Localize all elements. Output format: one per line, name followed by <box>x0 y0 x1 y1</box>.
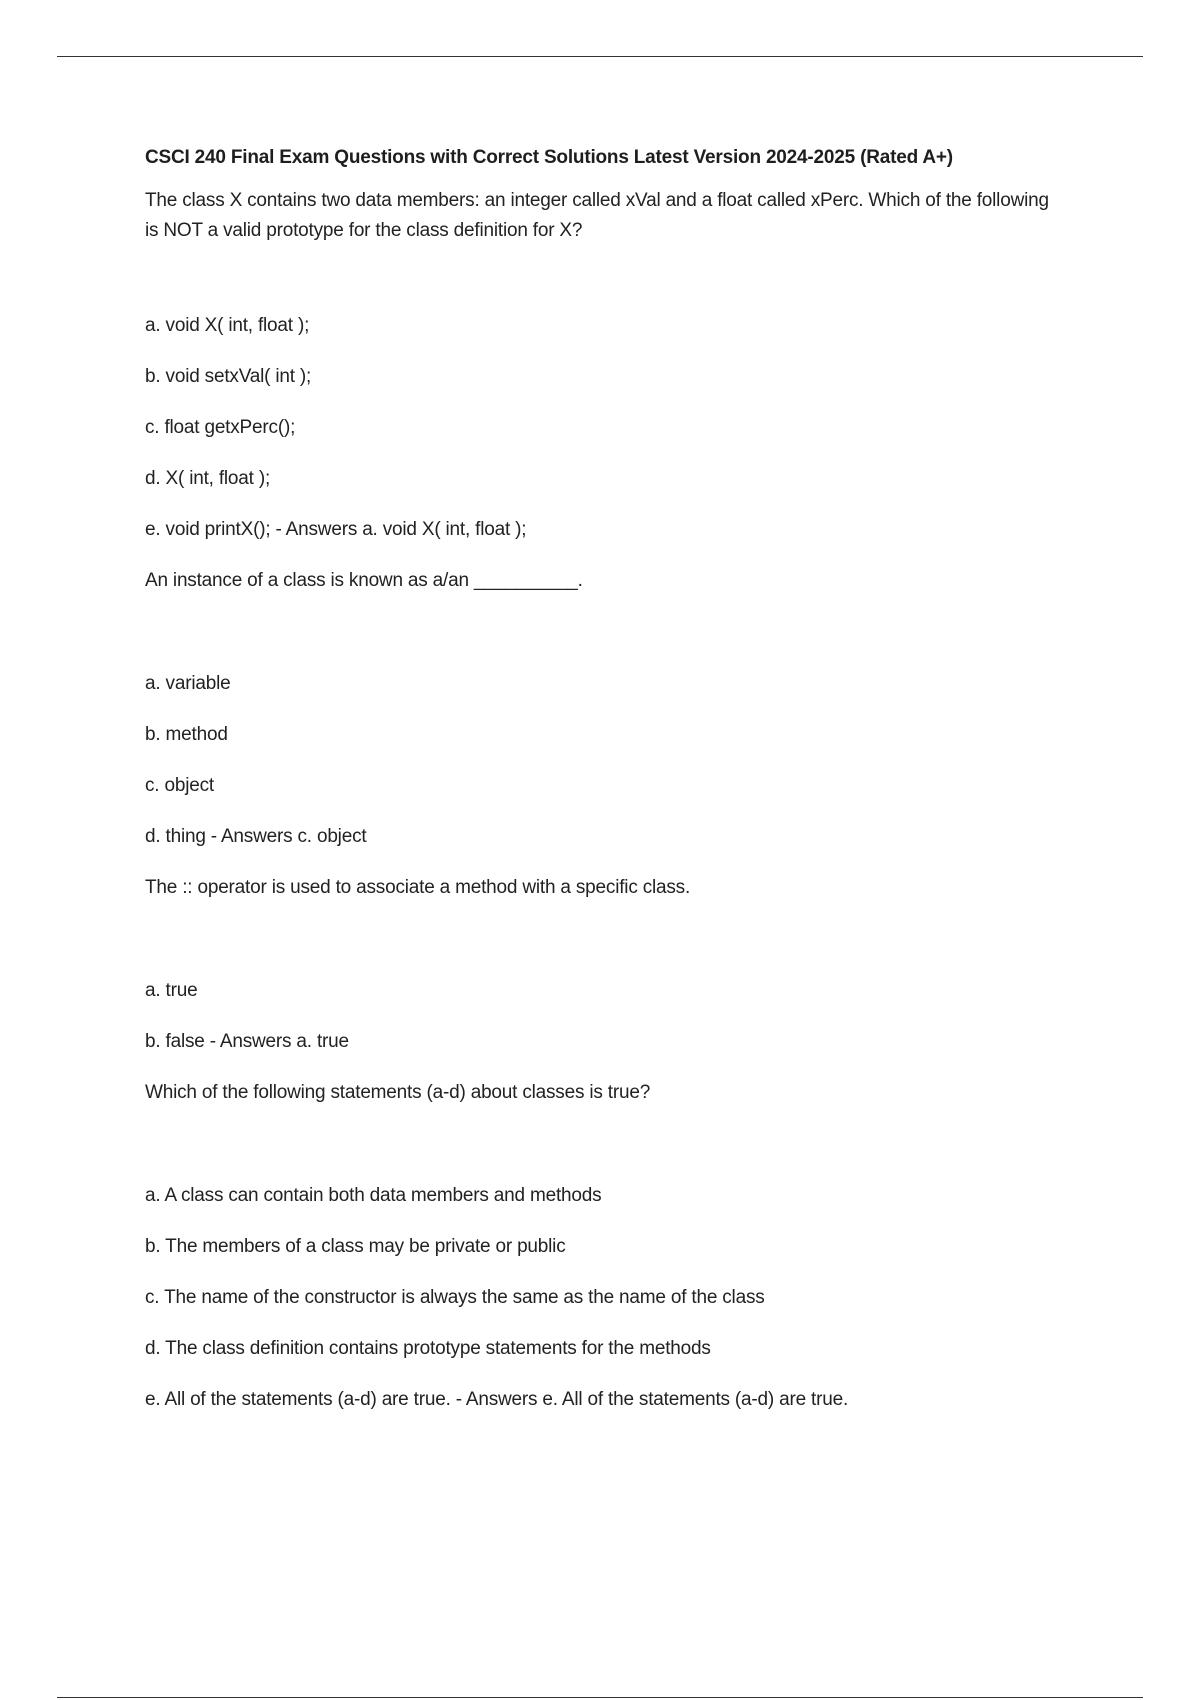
option-item: b. The members of a class may be private or public <box>145 1236 566 1257</box>
option-item: b. method <box>145 724 228 745</box>
header-rule <box>57 56 1143 57</box>
option-item: d. The class definition contains prototype statements for the methods <box>145 1338 711 1359</box>
question-3 <box>145 873 1065 1057</box>
option-item: e. void printX(); - Answers a. void X( int, float ); <box>145 519 527 540</box>
question-text: The :: operator is used to associate a method with a specific class. <box>145 877 691 898</box>
option-item: e. All of the statements (a-d) are true. - Answers e. All of the statements (a-d) are true. <box>145 1389 849 1410</box>
option-item: d. X( int, float ); <box>145 468 271 489</box>
option-list <box>145 976 1065 1057</box>
option-item: a. true <box>145 980 198 1001</box>
option-item: d. thing - Answers c. object <box>145 826 367 847</box>
question-text: An instance of a class is known as a/an __________. <box>145 570 583 591</box>
document-title: CSCI 240 Final Exam Questions with Correct Solutions Latest Version 2024-2025 (Rated A+) <box>145 147 953 168</box>
document-body <box>145 140 1065 1436</box>
footer-rule <box>57 1697 1143 1698</box>
option-list <box>145 1181 1065 1415</box>
question-text: The class X contains two data members: an integer called xVal and a float called xPerc. Which of the following is NOT a valid prototype for the class definition for X? <box>145 190 1049 241</box>
option-list <box>145 311 1065 545</box>
question-4 <box>145 1078 1065 1415</box>
option-item: c. The name of the constructor is always the same as the name of the class <box>145 1287 765 1308</box>
option-item: c. float getxPerc(); <box>145 417 296 438</box>
option-item: a. variable <box>145 673 231 694</box>
option-item: b. false - Answers a. true <box>145 1031 349 1052</box>
option-item: a. A class can contain both data members and methods <box>145 1185 602 1206</box>
question-2 <box>145 566 1065 852</box>
option-item: a. void X( int, float ); <box>145 315 310 336</box>
option-item: c. object <box>145 775 214 796</box>
option-item: b. void setxVal( int ); <box>145 366 312 387</box>
option-list <box>145 669 1065 852</box>
question-text: Which of the following statements (a-d) about classes is true? <box>145 1082 651 1103</box>
question-1 <box>145 186 1065 545</box>
